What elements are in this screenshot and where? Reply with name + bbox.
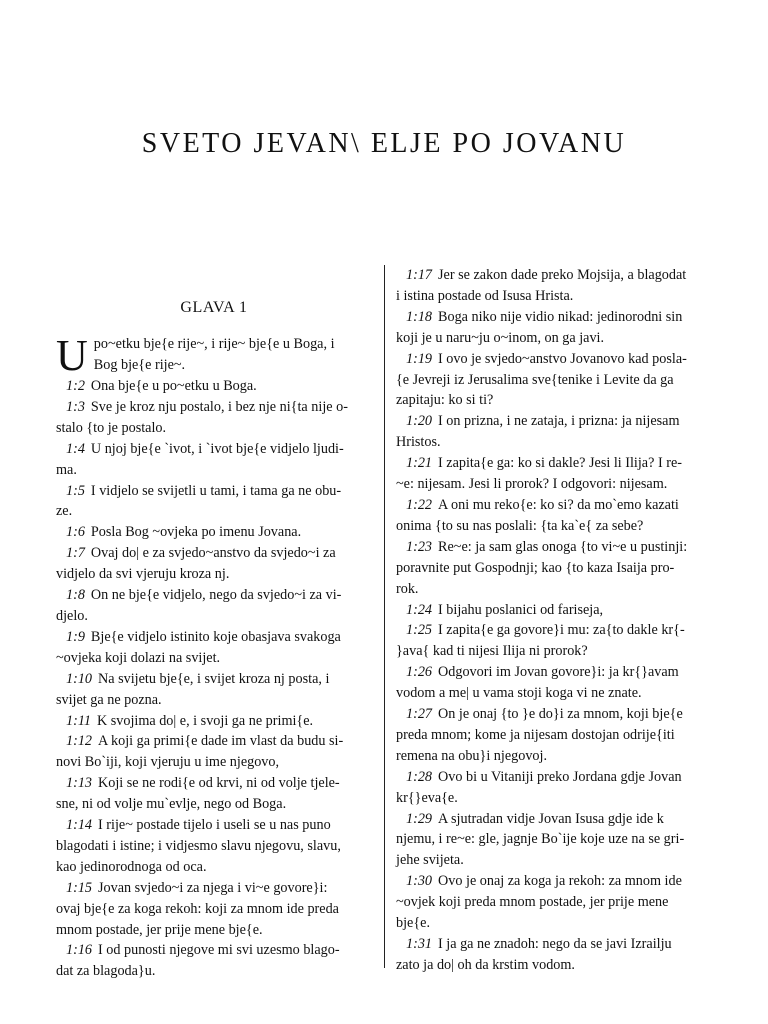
verse-line	[396, 767, 712, 788]
verse-reference: 1:22	[406, 496, 433, 513]
verse-text: i istina postade od Isusa Hrista.	[396, 287, 574, 304]
verse-text: Koji se ne rodi{e od krvi, ni od volje tjele-	[98, 775, 340, 792]
verse-line	[56, 397, 372, 418]
verse	[56, 878, 372, 941]
verse-text: U njoj bje{e `ivot, i `ivot bje{e vidjelo ljudi-	[90, 440, 344, 457]
verse-line	[56, 564, 372, 585]
verse-line	[396, 370, 712, 391]
verse-text: Hristos.	[396, 434, 441, 451]
verse-line	[56, 543, 372, 564]
verse-reference: 1:10	[66, 670, 93, 687]
verse-reference: 1:6	[66, 524, 85, 541]
verse	[396, 620, 712, 662]
verse	[56, 627, 372, 669]
verse-line	[396, 328, 712, 349]
verse-line	[396, 683, 712, 704]
verse	[56, 731, 372, 773]
right-column	[396, 265, 712, 976]
verse-line	[56, 961, 372, 982]
verse-text: svijet ga ne pozna.	[56, 691, 162, 708]
verse-reference: 1:26	[406, 664, 433, 681]
verse-line	[396, 850, 712, 871]
verse-line	[56, 648, 372, 669]
left-column	[56, 297, 372, 982]
verse-reference: 1:5	[66, 482, 85, 499]
verse-line	[396, 892, 712, 913]
verse-line	[396, 809, 712, 830]
verse-text: Odgovori im Jovan govore}i: ja kr{}avam	[438, 664, 679, 681]
verse-line	[396, 495, 712, 516]
verse	[396, 307, 712, 349]
verse-line	[396, 641, 712, 662]
verse-line	[396, 265, 712, 286]
verse-text: zapitaju: ko si ti?	[396, 392, 494, 409]
verse-text: poravnite put Gospodnji; kao {to kaza Isaija pro-	[396, 559, 675, 576]
verse-reference: 1:13	[66, 775, 93, 792]
verse-line	[56, 606, 372, 627]
verse-reference: 1:15	[66, 879, 93, 896]
verse-reference: 1:25	[406, 622, 433, 639]
verse-line	[396, 286, 712, 307]
verse-text: vidjelo da svi vjeruju kroza nj.	[56, 566, 230, 583]
verse	[396, 934, 712, 976]
verse-line: po~etku bje{e rije~, i rije~ bje{e u Boga, i	[93, 336, 335, 352]
verse	[396, 495, 712, 537]
verse-reference: 1:28	[406, 768, 433, 785]
verse-line	[396, 934, 712, 955]
verse-text: sne, ni od volje mu`evlje, nego od Boga.	[56, 796, 287, 813]
verse-line	[56, 731, 372, 752]
verse	[396, 871, 712, 934]
verse-line	[56, 899, 372, 920]
verse-text: Boga niko nije vidio nikad: jedinorodni sin	[438, 308, 683, 325]
verse	[56, 522, 372, 543]
verse-text: kao jedinorodnoga od oca.	[56, 858, 207, 875]
verse-line	[56, 690, 372, 711]
verse-line	[56, 585, 372, 606]
verse-text: blagodati i istine; i vidjesmo slavu njegovu, slavu,	[56, 837, 341, 854]
drop-cap-letter: U	[56, 331, 88, 380]
verse-line	[396, 913, 712, 934]
verse-line	[56, 940, 372, 961]
verse	[396, 453, 712, 495]
verse	[56, 815, 372, 878]
verse-text: ze.	[56, 503, 73, 520]
verse-text: Jer se zakon dade preko Mojsija, a blagodat	[438, 267, 687, 283]
verse	[56, 773, 372, 815]
right-verse-list	[396, 265, 712, 976]
verse-line	[396, 474, 712, 495]
verse-line	[396, 704, 712, 725]
verse-line	[396, 620, 712, 641]
verse	[56, 439, 372, 481]
verse-text: koji je u naru~ju o~inom, on ga javi.	[396, 329, 605, 346]
verse-line: Bog bje{e rije~.	[93, 356, 186, 373]
verse-line	[56, 501, 372, 522]
opening-verse	[56, 331, 372, 380]
verse-line	[56, 418, 372, 439]
verse-text: ovaj bje{e za koga rekoh: koji za mnom ide preda	[56, 900, 339, 917]
verse-text: Na svijetu bje{e, i svijet kroza nj posta, i	[98, 670, 330, 687]
verse-line	[396, 390, 712, 411]
verse-reference: 1:16	[66, 942, 93, 959]
verse-line	[56, 857, 372, 878]
verse-line	[396, 453, 712, 474]
verse-text: Jovan svjedo~i za njega i vi~e govore}i:	[98, 879, 328, 896]
verse-line	[56, 752, 372, 773]
verse-reference: 1:29	[406, 810, 433, 827]
verse-reference: 1:30	[406, 873, 433, 890]
verse-text: I zapita{e ga: ko si dakle? Jesi li Ilija? I re-	[438, 455, 682, 472]
verse-reference: 1:23	[406, 538, 433, 555]
verse-text: Ovo je onaj za koga ja rekoh: za mnom ide	[438, 873, 682, 890]
verse-text: rok.	[396, 580, 419, 597]
verse-text: ma.	[56, 461, 77, 478]
verse-text: Ona bje{e u po~etku u Boga.	[90, 378, 257, 394]
verse-text: On je onaj {to }e do}i za mnom, koji bje{e	[438, 706, 683, 723]
verse-line	[396, 829, 712, 850]
chapter-heading: GLAVA 1	[180, 299, 248, 316]
verse-text: Posla Bog ~ovjeka po imenu Jovana.	[90, 524, 302, 541]
book-title: SVETO JEVAN\ ELJE PO JOVANU	[141, 128, 627, 159]
verse-line	[396, 516, 712, 537]
column-divider	[384, 265, 385, 968]
verse-reference: 1:21	[406, 455, 433, 472]
verse-text: K svojima do| e, i svoji ga ne primi{e.	[96, 712, 314, 729]
verse-line	[56, 627, 372, 648]
verse-line	[56, 711, 372, 732]
verse-reference: 1:20	[406, 413, 433, 430]
verse-text: I ja ga ne znadoh: nego da se javi Izrailju	[438, 936, 672, 952]
verse-line	[56, 460, 372, 481]
verse	[396, 411, 712, 453]
verse-text: ~e: nijesam. Jesi li prorok? I odgovori: nijesam.	[396, 476, 668, 493]
verse	[396, 767, 712, 809]
verse-text: mnom postade, jer prije mene bje{e.	[56, 921, 263, 938]
verse-line	[396, 411, 712, 432]
verse-reference: 1:27	[406, 706, 433, 723]
verse-line	[56, 376, 372, 397]
verse	[56, 397, 372, 439]
verse-text: }ava{ kad ti nijesi Ilija ni prorok?	[396, 643, 588, 660]
verse-text: A sjutradan vidje Jovan Isusa gdje ide k	[438, 810, 664, 827]
verse-line	[56, 878, 372, 899]
verse-line	[56, 794, 372, 815]
verse-line	[396, 558, 712, 579]
verse-text: I vidjelo se svijetli u tami, i tama ga ne obu-	[90, 482, 342, 499]
verse-line	[396, 537, 712, 558]
verse-line	[396, 307, 712, 328]
verse-line	[396, 600, 712, 621]
verse-line	[396, 662, 712, 683]
verse-line	[396, 788, 712, 809]
verse-line	[56, 920, 372, 941]
verse	[396, 600, 712, 621]
verse-line	[396, 349, 712, 370]
verse	[396, 265, 712, 307]
verse-text: {e Jevreji iz Jerusalima sve{tenike i Levite da ga	[396, 371, 674, 388]
left-verse-list	[56, 376, 372, 982]
verse-text: A oni mu reko{e: ko si? da mo`emo kazati	[438, 496, 679, 513]
verse-text: I zapita{e ga govore}i mu: za{to dakle kr{-	[438, 622, 685, 639]
verse-text: ~ovjek koji preda mnom postade, jer prije mene	[396, 894, 669, 911]
verse-text: dat za blagoda}u.	[56, 963, 156, 980]
verse	[56, 481, 372, 523]
verse-line	[396, 955, 712, 976]
verse-text: vodom a me| u vama stoji koga vi ne znate.	[396, 685, 642, 702]
verse-line	[56, 773, 372, 794]
verse-line	[56, 522, 372, 543]
verse-text: preda mnom; kome ja nijesam dostojan odrije{iti	[396, 726, 675, 743]
verse	[56, 711, 372, 732]
verse	[56, 669, 372, 711]
verse-text: Ovaj do| e za svjedo~anstvo da svjedo~i za	[90, 545, 336, 562]
verse-reference: 1:7	[66, 545, 85, 562]
verse-line	[56, 669, 372, 690]
verse-text: I on prizna, i ne zataja, i prizna: ja nijesam	[438, 413, 680, 430]
verse	[396, 349, 712, 412]
verse-text: onima {to su nas poslali: {ta ka`e{ za sebe?	[396, 517, 644, 534]
verse-text: stalo {to je postalo.	[56, 419, 167, 436]
verse-line	[396, 725, 712, 746]
verse	[56, 585, 372, 627]
verse-reference: 1:31	[406, 936, 433, 952]
verse-text: remena na obu}i njegovoj.	[396, 747, 548, 764]
verse-reference: 1:17	[406, 267, 433, 283]
verse-text: I bijahu poslanici od fariseja,	[438, 601, 604, 618]
verse-line	[56, 439, 372, 460]
verse-text: I rije~ postade tijelo i useli se u nas puno	[98, 817, 331, 834]
verse-line	[56, 481, 372, 502]
verse-text: I od punosti njegove mi svi uzesmo blago-	[98, 942, 340, 959]
verse-text: Ovo bi u Vitaniji preko Jordana gdje Jovan	[438, 768, 682, 785]
verse	[396, 537, 712, 600]
verse	[56, 543, 372, 585]
verse-line	[396, 432, 712, 453]
verse-text: jehe svijeta.	[396, 852, 464, 869]
verse-reference: 1:2	[66, 378, 85, 394]
verse-reference: 1:4	[66, 440, 85, 457]
verse-reference: 1:18	[406, 308, 433, 325]
verse	[396, 809, 712, 872]
verse-reference: 1:19	[406, 350, 433, 367]
verse-text: zato ja do| oh da krstim vodom.	[396, 956, 575, 973]
verse-text: Bje{e vidjelo istinito koje obasjava svakoga	[90, 628, 341, 645]
verse	[396, 662, 712, 704]
verse-text: bje{e.	[396, 915, 430, 932]
verse-reference: 1:14	[66, 817, 93, 834]
verse-reference: 1:12	[66, 733, 93, 750]
verse-reference: 1:24	[406, 601, 433, 618]
verse-line	[396, 871, 712, 892]
verse-text: I ovo je svjedo~anstvo Jovanovo kad posla-	[438, 350, 687, 367]
verse-text: A koji ga primi{e dade im vlast da budu si-	[98, 733, 344, 750]
verse	[56, 376, 372, 397]
verse	[56, 940, 372, 982]
verse-reference: 1:11	[66, 712, 91, 729]
verse-text: Re~e: ja sam glas onoga {to vi~e u pustinji:	[438, 538, 688, 555]
verse-text: ~ovjeka koji dolazi na svijet.	[56, 649, 221, 666]
verse-reference: 1:8	[66, 587, 85, 604]
verse-reference: 1:3	[66, 398, 85, 415]
verse-line	[396, 746, 712, 767]
verse-text: On ne bje{e vidjelo, nego da svjedo~i za vi-	[90, 587, 342, 604]
verse-text: djelo.	[56, 607, 88, 624]
verse-reference: 1:9	[66, 628, 85, 645]
verse-line	[56, 836, 372, 857]
verse	[396, 704, 712, 767]
verse-text: njemu, i re~e: gle, jagnje Bo`ije koje uze na se gri-	[396, 831, 685, 848]
verse-text: Sve je kroz nju postalo, i bez nje ni{ta nije o-	[90, 398, 348, 415]
verse-line	[56, 815, 372, 836]
verse-text: novi Bo`iji, koji vjeruju u ime njegovo,	[56, 754, 280, 771]
verse-text: kr{}eva{e.	[396, 789, 458, 806]
verse-line	[396, 579, 712, 600]
